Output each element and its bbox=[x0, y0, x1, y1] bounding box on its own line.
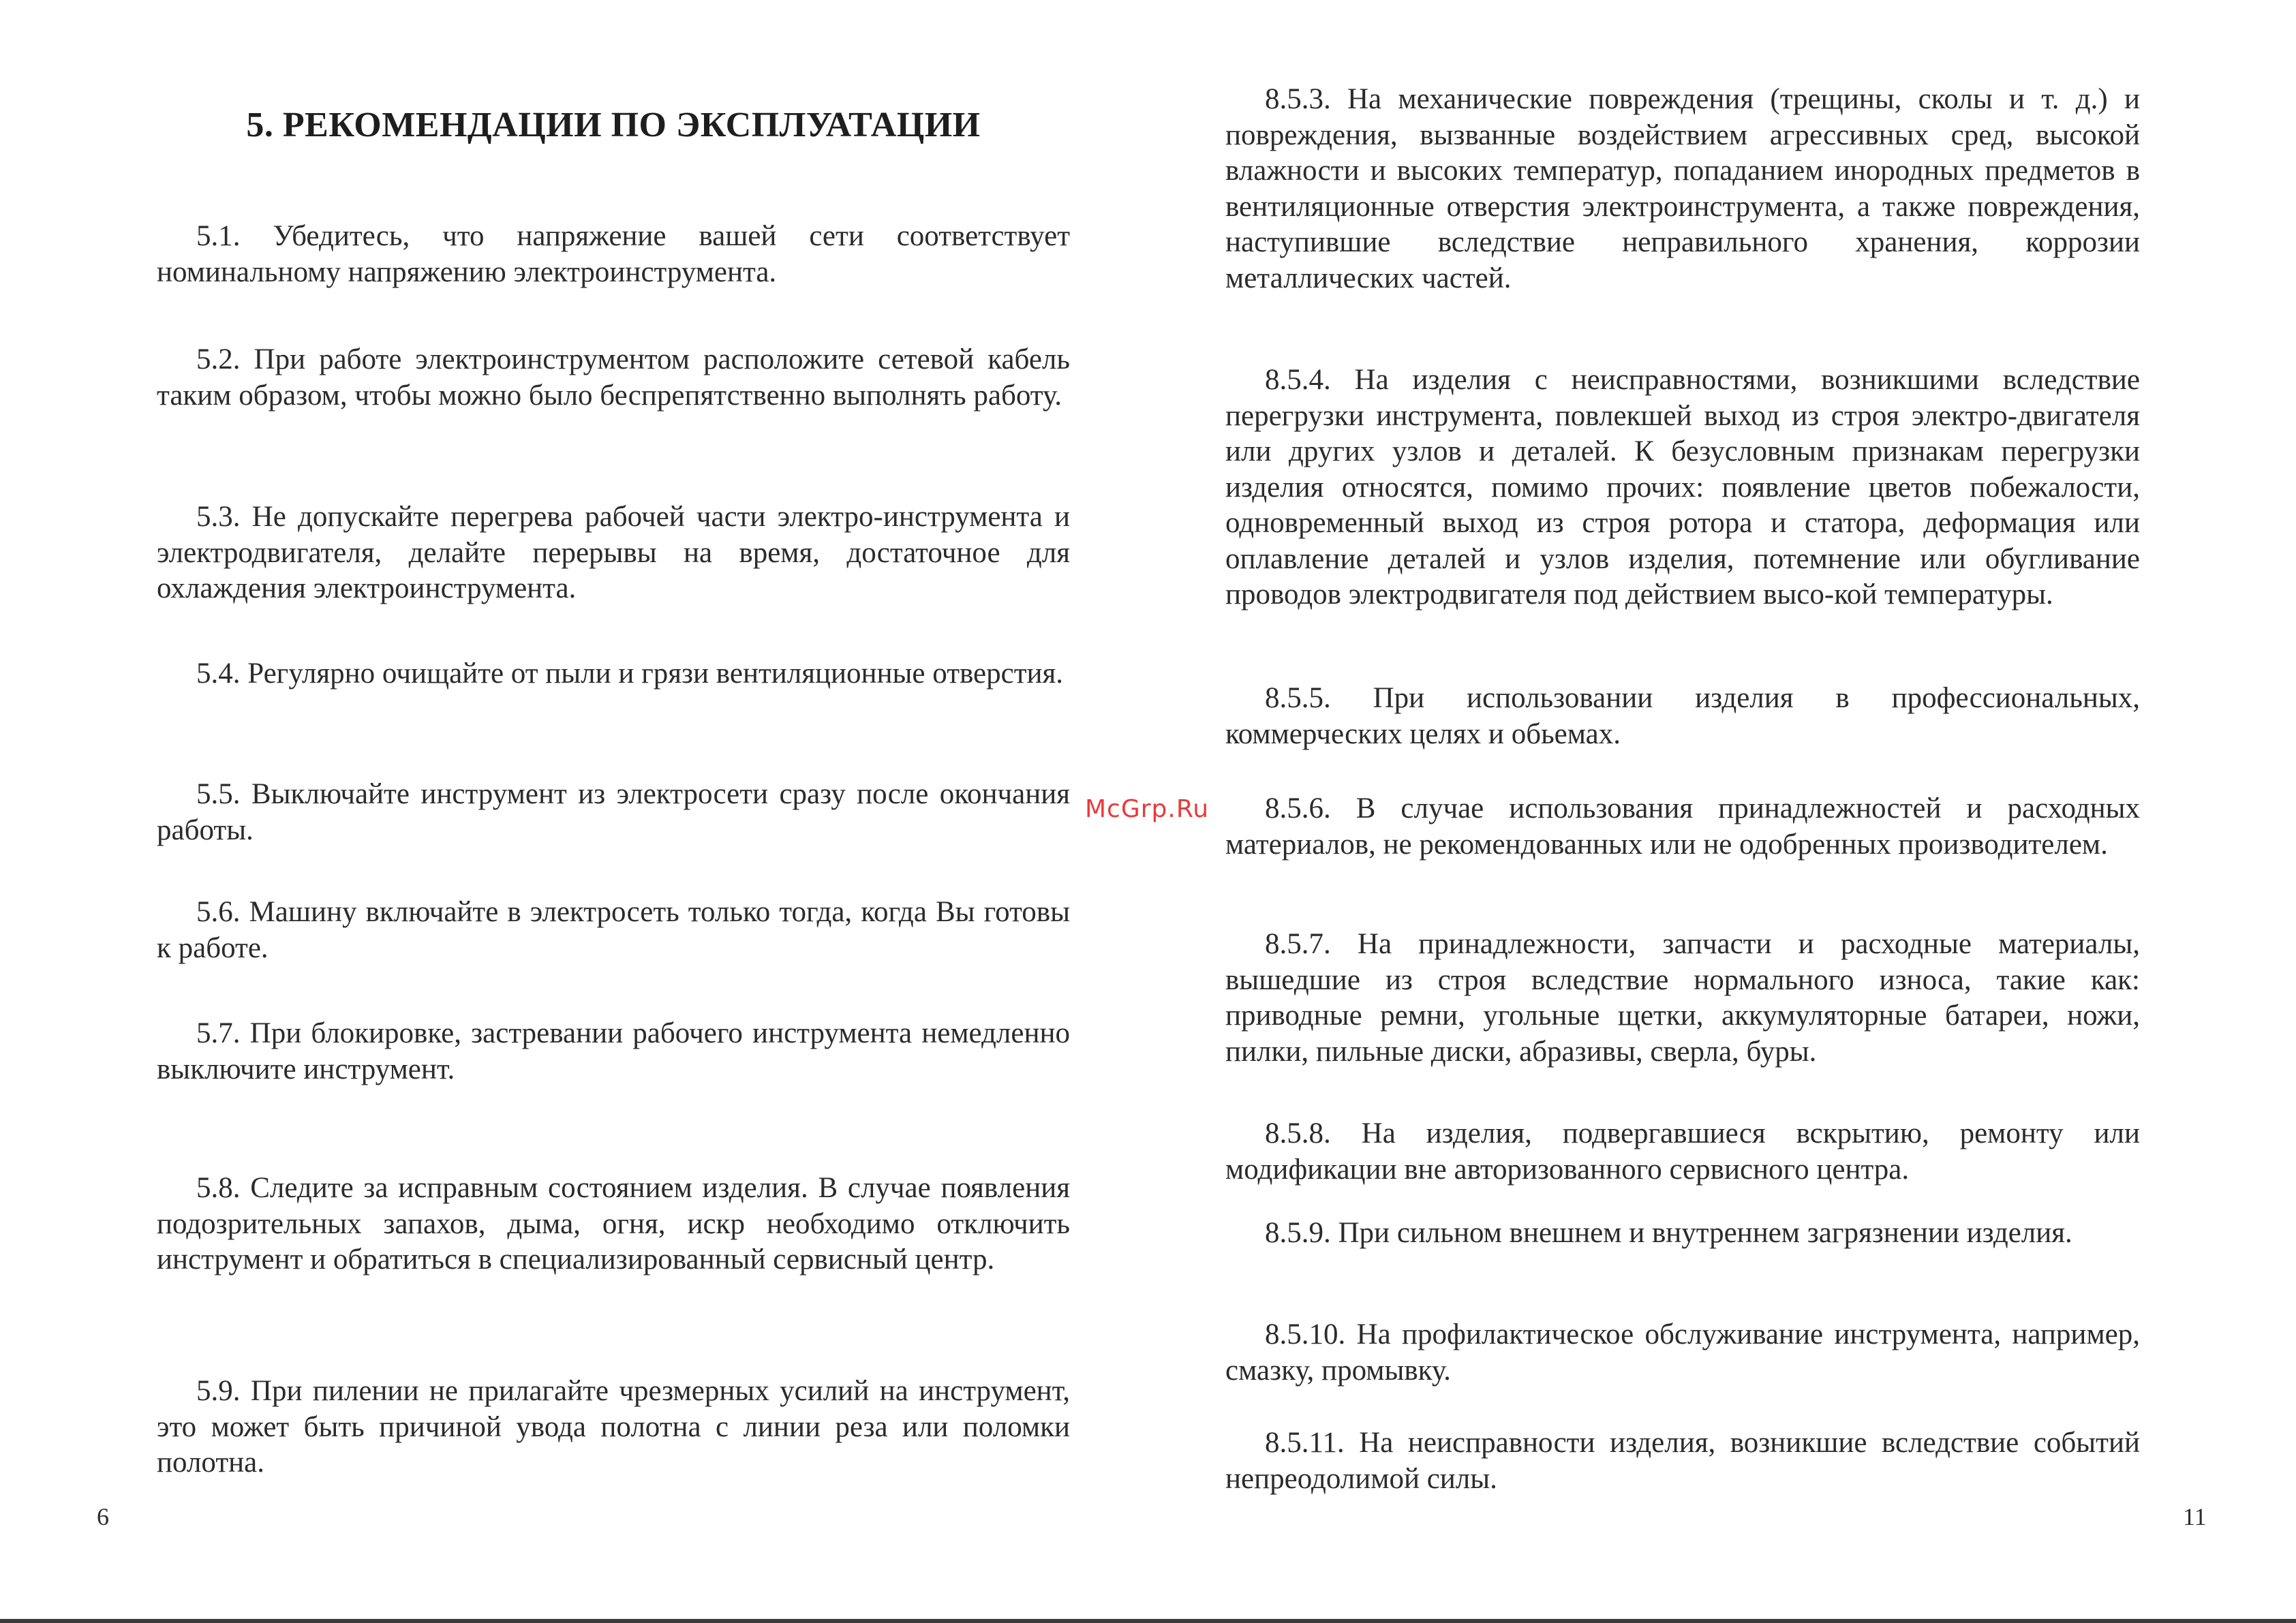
paragraph-5-8: 5.8. Следите за исправным состоянием изделия. В случае появления подозрительных запахов, дыма, огня, искр необходимо отключить инструмент и обратиться в специализированный сервисный центр. bbox=[157, 1172, 1070, 1276]
paragraph-5-5: 5.5. Выключайте инструмент из электросети сразу после окончания работы. bbox=[157, 778, 1070, 846]
paragraph-5-1: 5.1. Убедитесь, что напряжение вашей сети соответствует номинальному напряжению электроинструмента. bbox=[157, 220, 1070, 288]
paragraph-8-5-3: 8.5.3. На механические повреждения (трещины, сколы и т. д.) и повреждения, вызванные воздействием агрессивных сред, высокой влажности и высоких температур, попаданием инородных предметов в вентиляционные отверстия электроинструмента, а также повреждения, наступившие вследствие неправильного хранения, коррозии металлических частей. bbox=[1225, 83, 2140, 294]
bottom-rule bbox=[0, 1619, 2296, 1623]
paragraph-8-5-10: 8.5.10. На профилактическое обслуживание инструмента, например, смазку, промывку. bbox=[1225, 1318, 2140, 1387]
paragraph-5-9: 5.9. При пилении не прилагайте чрезмерных усилий на инструмент, это может быть причиной увода полотна с линии реза или поломки полотна. bbox=[157, 1375, 1070, 1479]
paragraph-8-5-9: 8.5.9. При сильном внешнем и внутреннем загрязнении изделия. bbox=[1265, 1217, 2072, 1249]
page-number-left: 6 bbox=[97, 1503, 109, 1530]
paragraph-8-5-4: 8.5.4. На изделия с неисправностями, возникшими вследствие перегрузки инструмента, повлекшей выход из строя электро-двигателя или других узлов и деталей. К безусловным признакам перегрузки изделия относятся, помимо прочих: появление цветов побежалости, одновременный выход из строя ротора и статора, деформация или оплавление деталей и узлов изделия, потемнение или обугливание проводов электродвигателя под действием высо-кой температуры. bbox=[1225, 364, 2140, 610]
page-number-right: 11 bbox=[2183, 1503, 2207, 1530]
watermark-link[interactable]: McGrp.Ru bbox=[1085, 795, 1210, 823]
section-heading: 5. РЕКОМЕНДАЦИИ ПО ЭКСПЛУАТАЦИИ bbox=[246, 106, 981, 144]
paragraph-8-5-5: 8.5.5. При использовании изделия в профессиональных, коммерческих целях и обьемах. bbox=[1225, 682, 2140, 750]
paragraph-5-6: 5.6. Машину включайте в электросеть только тогда, когда Вы готовы к работе. bbox=[157, 896, 1070, 964]
paragraph-5-3: 5.3. Не допускайте перегрева рабочей части электро-инструмента и электродвигателя, делайте перерывы на время, достаточное для охлаждения электроинструмента. bbox=[157, 501, 1070, 604]
paragraph-5-2: 5.2. При работе электроинструментом расположите сетевой кабель таким образом, чтобы можно было беспрепятственно выполнять работу. bbox=[157, 343, 1070, 412]
paragraph-5-4: 5.4. Регулярно очищайте от пыли и грязи вентиляционные отверстия. bbox=[196, 658, 1064, 690]
paragraph-8-5-8: 8.5.8. На изделия, подвергавшиеся вскрытию, ремонту или модификации вне авторизованного сервисного центра. bbox=[1225, 1117, 2140, 1186]
paragraph-8-5-6: 8.5.6. В случае использования принадлежностей и расходных материалов, не рекомендованных или не одобренных производителем. bbox=[1225, 792, 2140, 861]
paragraph-8-5-11: 8.5.11. На неисправности изделия, возникшие вследствие событий непреодолимой силы. bbox=[1225, 1427, 2140, 1495]
paragraph-8-5-7: 8.5.7. На принадлежности, запчасти и расходные материалы, вышедшие из строя вследствие нормального износа, такие как: приводные ремни, угольные щетки, аккумуляторные батареи, ножи, пилки, пильные диски, абразивы, сверла, буры. bbox=[1225, 928, 2140, 1068]
paragraph-5-7: 5.7. При блокировке, застревании рабочего инструмента немедленно выключите инструмент. bbox=[157, 1017, 1070, 1085]
